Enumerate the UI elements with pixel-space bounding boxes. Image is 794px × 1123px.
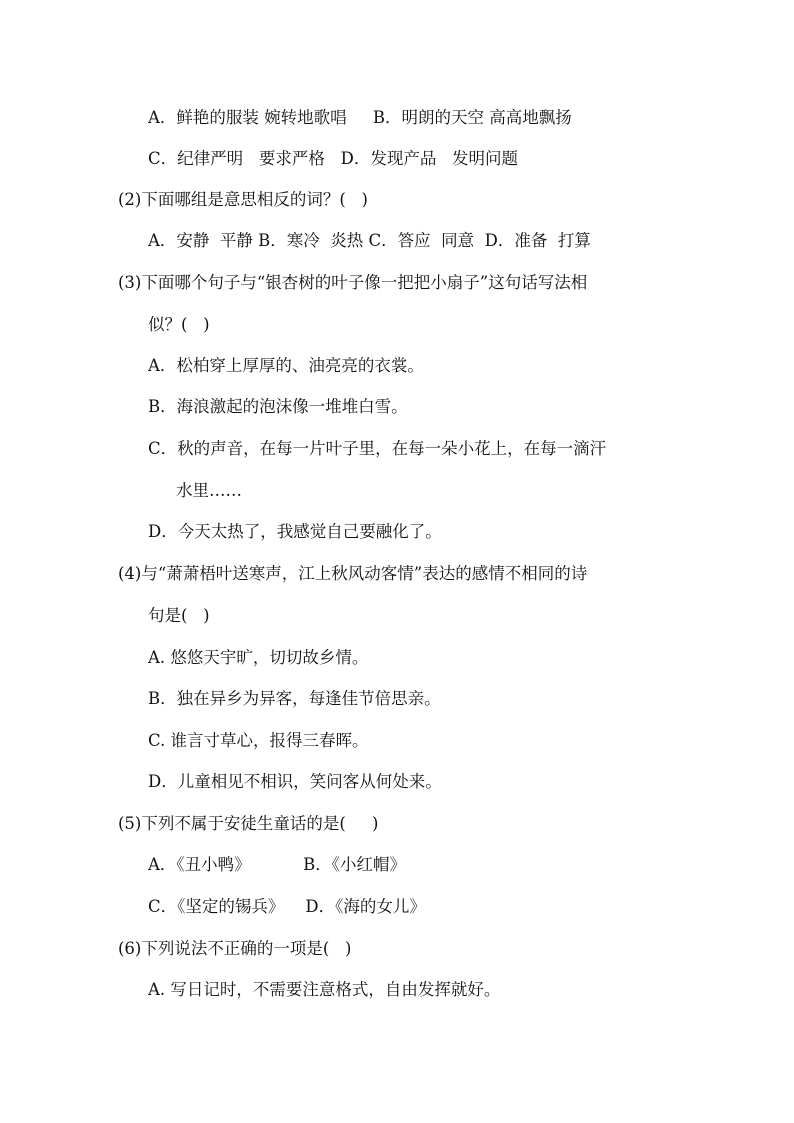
question-5: (5)下列不属于安徒生童话的是( ) — [118, 814, 379, 833]
question-2: (2)下面哪组是意思相反的词？( ) — [118, 190, 368, 209]
q4-option-d: D．儿童相见不相识，笑问客从何处来。 — [148, 772, 442, 791]
q4-option-c: C. 谁言寸草心，报得三春晖。 — [148, 731, 369, 750]
q5-options-cd: C．《坚定的锡兵》 D．《海的女儿》 — [148, 897, 426, 916]
q3-option-c-continued: 水里…… — [176, 481, 242, 500]
q3-option-c: C．秋的声音，在每一片叶子里，在每一朵小花上，在每一滴汗 — [148, 439, 607, 458]
q3-option-a: A．松柏穿上厚厚的、油亮亮的衣裳。 — [148, 356, 424, 375]
question-3: (3)下面哪个句子与“银杏树的叶子像一把把小扇子”这句话写法相 — [118, 273, 588, 292]
question-6: (6)下列说法不正确的一项是( ) — [118, 939, 352, 958]
question-4: (4)与“萧萧梧叶送寒声，江上秋风动客情”表达的感情不相同的诗 — [118, 564, 588, 583]
q6-option-a: A. 写日记时，不需要注意格式，自由发挥就好。 — [148, 980, 501, 999]
q5-options-ab: A．《丑小鸭》 B．《小红帽》 — [148, 855, 406, 874]
q1-options-ab: A．鲜艳的服装 婉转地歌唱 B．明朗的天空 高高地飘扬 — [148, 108, 572, 127]
q4-option-a: A. 悠悠天宇旷，切切故乡情。 — [148, 648, 369, 667]
q2-options: A．安静 平静 B．寒冷 炎热 C．答应 同意 D．准备 打算 — [148, 231, 591, 250]
question-4-continued: 句是( ) — [148, 606, 210, 625]
question-3-continued: 似？( ) — [148, 315, 210, 334]
q3-option-b: B．海浪激起的泡沫像一堆堆白雪。 — [148, 397, 408, 416]
q4-option-b: B．独在异乡为异客，每逢佳节倍思亲。 — [148, 689, 441, 708]
q1-options-cd: C．纪律严明 要求严格 D．发现产品 发明问题 — [148, 149, 519, 168]
q3-option-d: D．今天太热了，我感觉自己要融化了。 — [148, 522, 442, 541]
